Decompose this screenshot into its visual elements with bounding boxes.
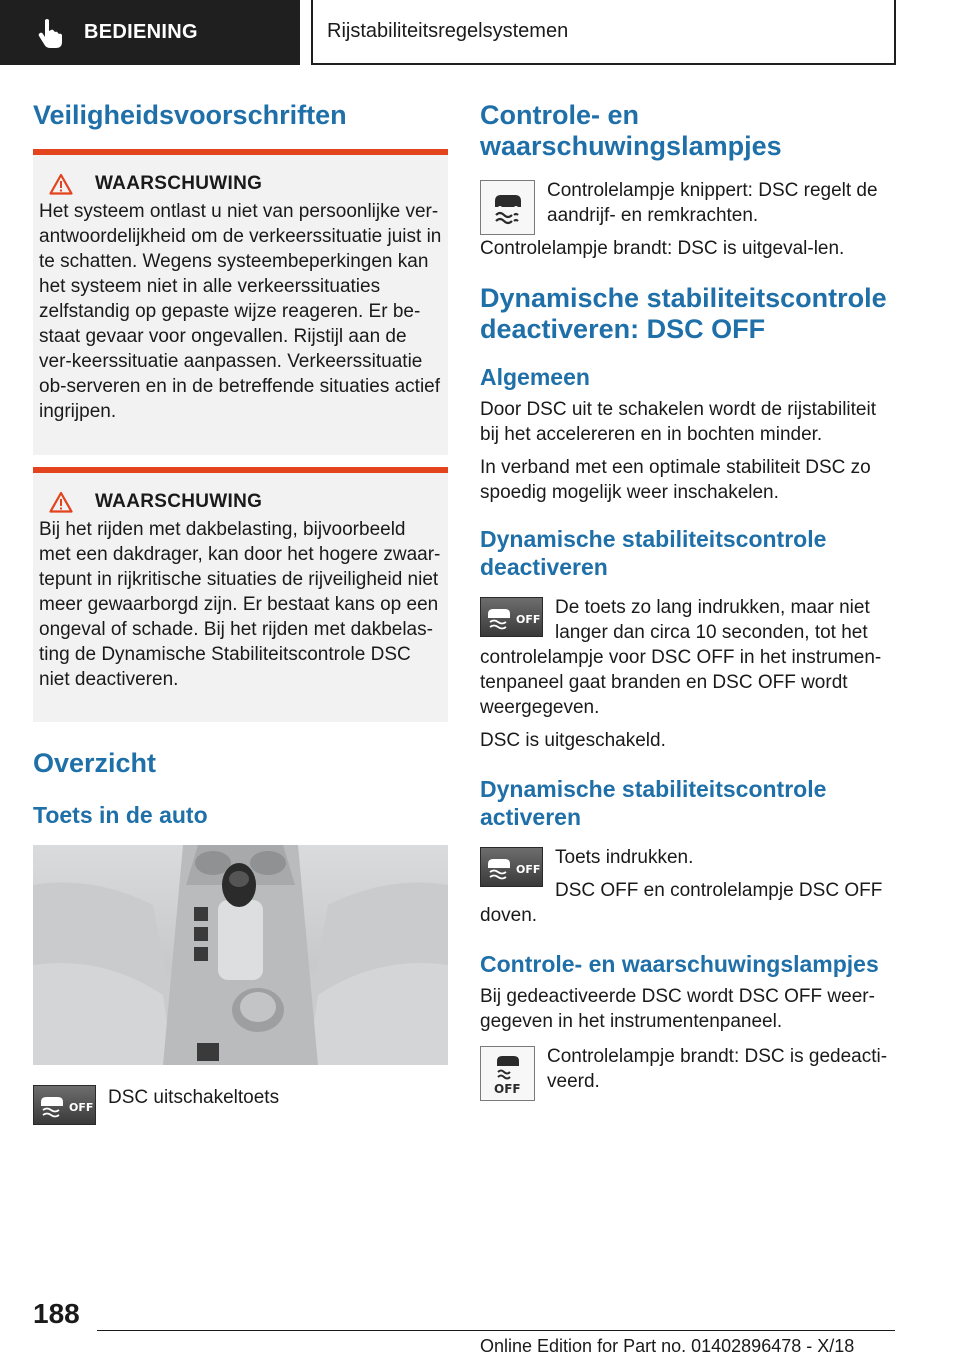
activate-text-2: DSC OFF en controlelampje DSC OFF doven.	[480, 880, 883, 926]
chapter-label: BEDIENING	[84, 21, 198, 43]
lamps2-block	[480, 1044, 895, 1101]
button-caption-row	[33, 1085, 448, 1125]
lamp-block	[480, 178, 895, 261]
heading-deactivate-2: Dynamische stabiliteitscontrole deactiveren	[480, 526, 827, 580]
section-title: Rijstabiliteitsregelsystemen	[327, 20, 569, 42]
general-text-2: In verband met een optimale stabiliteit DSC zo spoedig mogelijk weer inschakelen.	[480, 457, 871, 503]
hand-pointer-icon	[38, 18, 64, 48]
footer-divider	[97, 1330, 895, 1331]
heading-safety: Veiligheidsvoorschriften	[33, 100, 347, 130]
chapter-tab	[0, 0, 300, 65]
lamp-text-2: Controlelampje brandt: DSC is uitgeval-len.	[480, 238, 845, 259]
center-console-illustration	[33, 845, 448, 1065]
center-console-photo	[33, 845, 448, 1065]
deactivate-text: De toets zo lang indrukken, maar niet langer dan circa 10 seconden, tot het controlelampje voor DSC OFF in het instrumen-tenpaneel gaat branden en DSC OFF wordt weergegeven.	[480, 597, 882, 718]
dsc-lamp-icon	[480, 180, 535, 235]
activate-text-1: Toets indrukken.	[555, 847, 694, 868]
heading-activate: Dynamische stabiliteitscontrole activeren	[480, 776, 827, 830]
deactivate-result: DSC is uitgeschakeld.	[480, 730, 666, 751]
warning-triangle-icon	[49, 173, 73, 195]
lamps2-icon-text: Controlelampje brandt: DSC is gedeacti-veerd.	[547, 1046, 888, 1092]
heading-button: Toets in de auto	[33, 802, 208, 828]
off-label: OFF	[68, 1101, 93, 1114]
dsc-off-button-icon	[480, 597, 543, 637]
activate-block	[480, 845, 895, 928]
deactivate-block	[480, 595, 895, 720]
heading-lamps: Controle- en waarschuwingslampjes	[480, 100, 782, 161]
off-label: OFF	[515, 613, 540, 626]
edition-text: Online Edition for Part no. 01402896478 - X/18	[480, 1336, 855, 1356]
heading-general: Algemeen	[480, 364, 590, 390]
warning-triangle-icon	[49, 491, 73, 513]
off-label: OFF	[515, 863, 540, 876]
warning-label: WAARSCHUWING	[95, 491, 263, 512]
left-column	[33, 100, 448, 1125]
button-caption: DSC uitschakeltoets	[108, 1087, 280, 1108]
warning-text: Bij het rijden met dakbelasting, bijvoorbeeld met een dakdrager, kan door het hogere zwaar-tepunt in rijkritische situaties de rijveiligheid niet meer gewaarborgd zijn. Er bestaat kans op een ongeval of schade. Bij het rijden met dakbelas-ting de Dynamische Stabiliteitscontrole DSC niet deactiveren.	[39, 519, 441, 690]
heading-deactivate: Dynamische stabiliteitscontrole deactiveren: DSC OFF	[480, 283, 887, 344]
warning-text: Het systeem ontlast u niet van persoonlijke ver-antwoordelijkheid om de verkeerssituatie juist in te schatten. Wegens systeembeperkingen kan het systeem niet in alle verkeerssituaties zelfstandig op gepaste wijze reageren. Er be-staat gevaar voor ongevallen. Rijstijl aan de ver-keerssituatie aanpassen. Verkeerssituatie ob-serveren en in de betreffende situaties actief ingrijpen.	[39, 201, 442, 422]
dsc-off-button-icon	[480, 847, 543, 887]
warning-label: WAARSCHUWING	[95, 173, 263, 194]
heading-lamps-2: Controle- en waarschuwingslampjes	[480, 951, 879, 977]
lamp-text-1: Controlelampje knippert: DSC regelt de aandrijf- en remkrachten.	[547, 180, 878, 226]
warning-box-1	[33, 149, 448, 455]
warning-box-2	[33, 467, 448, 722]
section-header	[311, 0, 896, 65]
heading-overview: Overzicht	[33, 748, 157, 778]
right-column	[480, 100, 895, 1101]
dsc-off-button-icon	[33, 1085, 96, 1125]
lamps2-text: Bij gedeactiveerde DSC wordt DSC OFF weer-gegeven in het instrumentenpaneel.	[480, 986, 875, 1032]
general-text-1: Door DSC uit te schakelen wordt de rijstabiliteit bij het accelereren en in bochten minder.	[480, 399, 877, 445]
page-number: 188	[33, 1298, 80, 1329]
dsc-off-lamp-icon	[480, 1046, 535, 1101]
off-label: OFF	[493, 1081, 521, 1096]
